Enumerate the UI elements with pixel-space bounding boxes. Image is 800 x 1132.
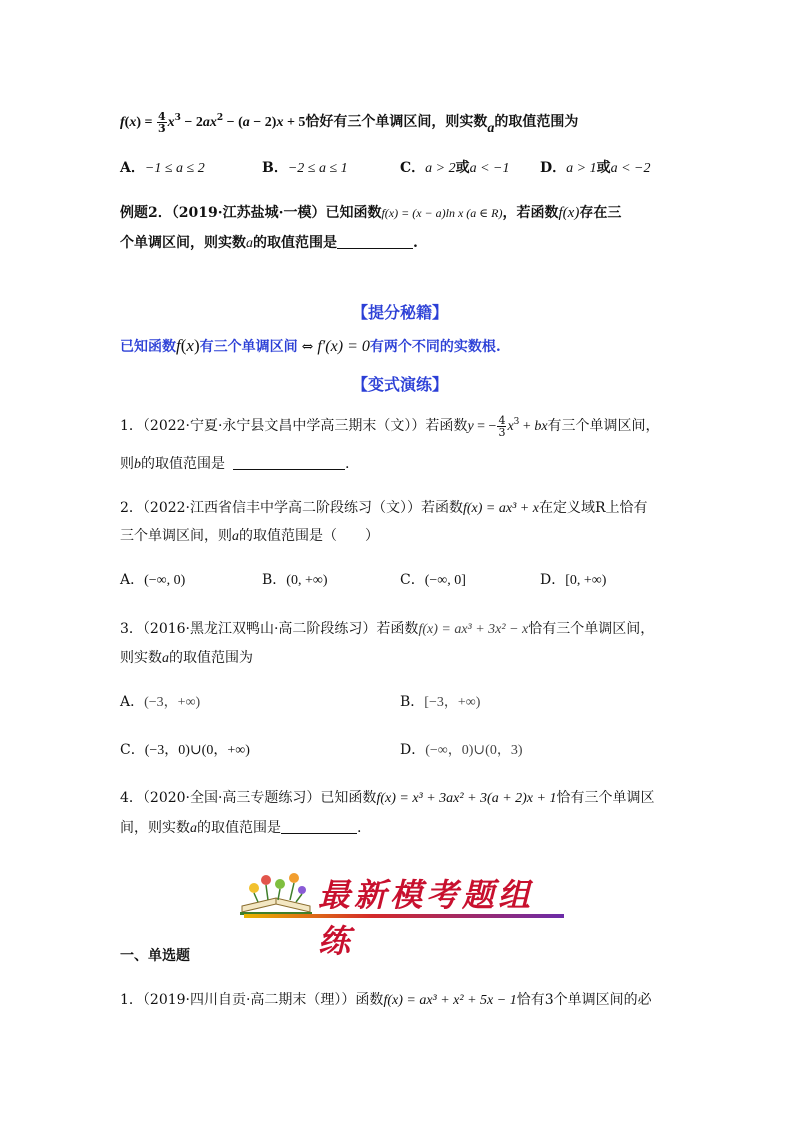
practice-q1-line2: 则b的取值范围是 . [120,456,350,472]
practice-q2-line2: 三个单调区间，则a的取值范围是（ ） [120,528,379,544]
practice-q2-option-d: D．[0, +∞) [540,572,607,588]
practice-q2-line1: 2．（2022·江西省信丰中学高二阶段练习（文））若函数f(x) = ax³ + x在定义域R上恰有 [120,500,648,516]
practice-q3-line1: 3．（2016·黑龙江双鸭山·高二阶段练习）若函数f(x) = ax³ + 3x² − x恰有三个单调区间， [120,621,655,637]
section-q1-line1: 1．（2019·四川自贡·高二期末（理））函数f(x) = ax³ + x² + 5x − 1恰有3个单调区间的必 [120,992,652,1008]
intro-formula: f [120,115,125,130]
practice-q4-line2: 间，则实数a的取值范围是 . [120,820,362,836]
practice-q2-option-b: B．(0, +∞) [262,572,328,588]
example2-label: 例题2．（2019·江苏盐城·一模）已知函数 [120,205,382,221]
practice-q2-option-c: C．(−∞, 0] [400,572,466,588]
intro-option-a: A．−1 ≤ a ≤ 2 [120,160,205,176]
intro-suffix: 恰好有三个单调区间，则实数 [305,114,488,130]
tip-title: 【提分秘籍】 [351,303,448,322]
intro-var: a [487,121,495,136]
practice-q3-line2: 则实数a的取值范围为 [120,650,253,666]
practice-q3-option-c: C．(−3，0)∪(0，+∞) [120,742,250,758]
section-banner [236,866,566,960]
practice-q3-option-a: A．(−3，+∞) [120,694,201,710]
example2-func: f(x) [558,205,580,221]
practice-q4-answer-blank[interactable] [281,819,357,834]
example2-answer-blank[interactable] [337,234,413,249]
intro-option-c: C．a > 2或a < −1 [400,160,510,176]
intro-question: f(x) = $\frac{4}{3}$ $x^3 - 2ax^2 - (a - 2)x + 5$恰好有三个单调区间，则实数a的取值范围为 [120,109,579,136]
practice-q4-line1: 4．（2020·全国·高三专题练习）已知函数f(x) = x³ + 3ax² + 3(a + 2)x + 1恰有三个单调区 [120,790,655,806]
banner-title: 最新模考题组练 [318,876,535,960]
book-flowers-icon [236,868,316,918]
intro-option-b: B．−2 ≤ a ≤ 1 [262,160,348,176]
example2-formula: f(x) = (x − a)ln x (a ∈ R) [381,206,503,220]
example2-line2: 个单调区间，则实数a的取值范围是 . [120,235,418,251]
iff-symbol: ⇔ [301,339,314,355]
fraction-four-thirds: $\frac{4}{3}$ [498,413,506,439]
intro-tail: 的取值范围为 [494,114,579,130]
tip-statement: 已知函数f(x)有三个单调区间 ⇔ f′(x) = 0有两个不同的实数根. [120,336,501,355]
practice-q1-answer-blank[interactable] [233,455,345,470]
banner-underline [244,914,564,918]
intro-option-d: D．a > 1或a < −2 [540,160,651,176]
fraction-four-thirds: $\frac{4}{3}$ [157,109,166,135]
section-title: 一、单选题 [120,948,190,964]
practice-q3-option-b: B．[−3，+∞) [400,694,481,710]
example2-line1: 例题2．（2019·江苏盐城·一模）已知函数f(x) = (x − a)ln x (a ∈ R)，若函数f(x)存在三 [120,205,622,221]
practice-q3-option-d: D．(−∞，0)∪(0，3) [400,742,523,758]
tip-equation: f′(x) = 0 [317,338,370,355]
practice-q1-line1: 1．（2022·宁夏·永宁县文昌中学高三期末（文））若函数y = − $\frac{4}{3}$ $x^3$ + bx有三个单调区间， [120,413,660,439]
practice-q2-option-a: A．(−∞, 0) [120,572,186,588]
practice-title: 【变式演练】 [351,375,448,394]
